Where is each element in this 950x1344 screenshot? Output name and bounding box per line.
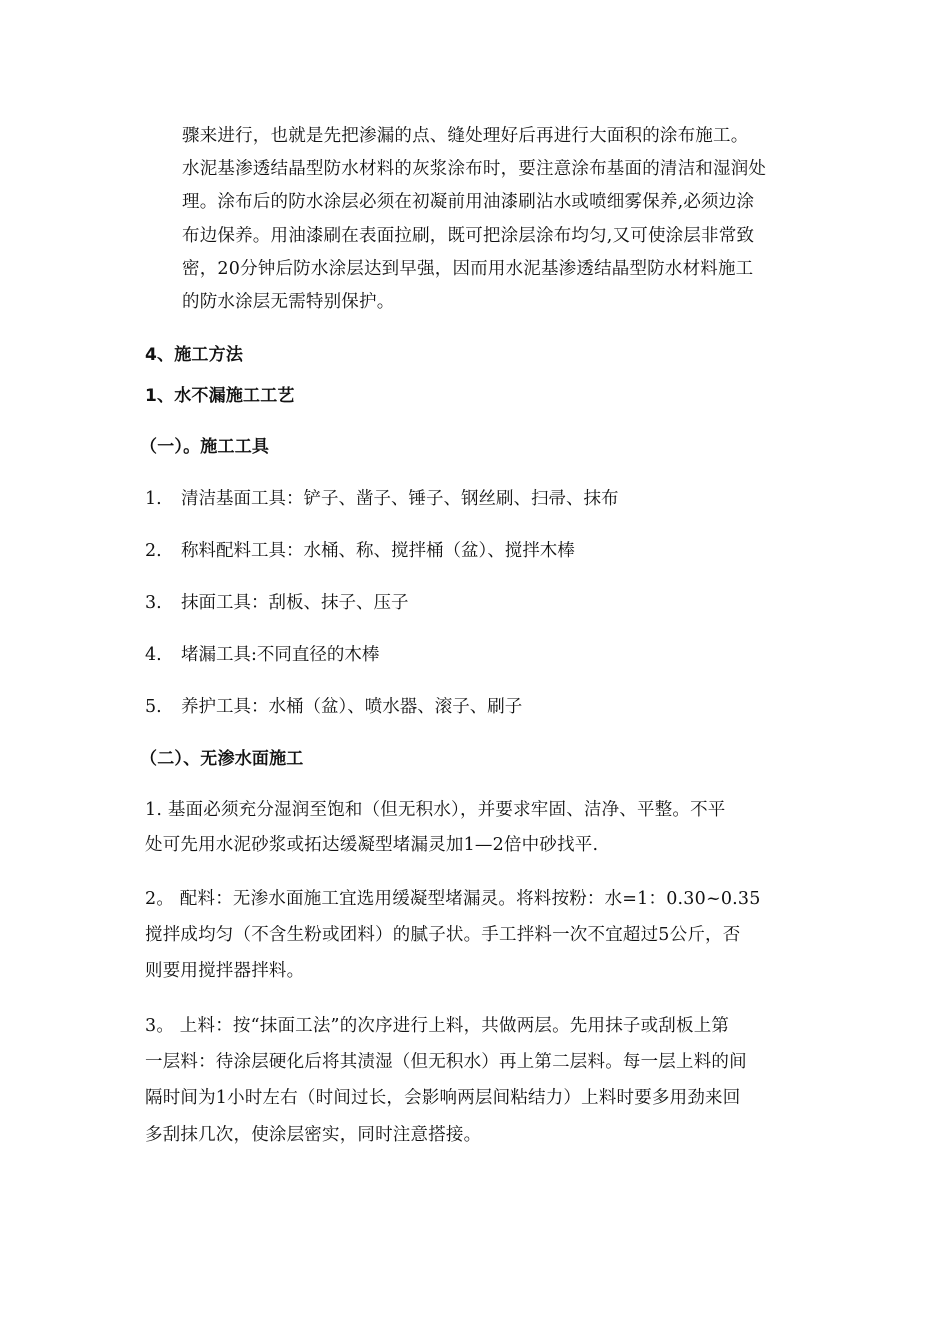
step-line: 隔时间为1小时左右（时间过长，会影响两层间粘结力）上料时要多用劲来回 xyxy=(145,1088,741,1108)
step-line: 1. 基面必须充分湿润至饱和（但无积水），并要求牢固、洁净、平整。不平 xyxy=(145,800,726,820)
step-line: 则要用搅拌器拌料。 xyxy=(145,961,305,981)
step-line: 3。 上料：按“抹面工法”的次序进行上料，共做两层。先用抹子或刮板上第 xyxy=(145,1016,730,1036)
intro-line: 骤来进行，也就是先把渗漏的点、缝处理好后再进行大面积的涂布施工。 xyxy=(182,126,749,146)
step-line: 一层料：待涂层硬化后将其渍湿（但无积水）再上第二层料。每一层上料的间 xyxy=(145,1052,747,1072)
list-item-text: 清洁基面工具：铲子、凿子、锤子、钢丝刷、扫帚、抹布 xyxy=(181,489,619,509)
intro-line: 密，20分钟后防水涂层达到早强，因而用水泥基渗透结晶型防水材料施工 xyxy=(182,259,754,279)
list-item-number: 4. xyxy=(145,645,162,665)
list-item-number: 1. xyxy=(145,489,162,509)
list-item-number: 2. xyxy=(145,541,162,561)
list-item-number: 5. xyxy=(145,697,162,717)
intro-line: 的防水涂层无需特别保护。 xyxy=(182,292,395,312)
intro-line: 理。涂布后的防水涂层必须在初凝前用油漆刷沾水或喷细雾保养,必须边涂 xyxy=(182,192,755,212)
list-item-text: 堵漏工具:不同直径的木棒 xyxy=(181,645,380,665)
list-item xyxy=(145,644,379,666)
list-item xyxy=(145,540,575,562)
list-item xyxy=(145,696,522,718)
subsection-heading-nonseep: （二）、无渗水面施工 xyxy=(140,749,304,769)
list-item-text: 称料配料工具：水桶、称、搅拌桶（盆）、搅拌木棒 xyxy=(181,541,575,561)
step-line: 多刮抹几次，使涂层密实，同时注意搭接。 xyxy=(145,1125,482,1145)
section-heading-process: 1、水不漏施工工艺 xyxy=(145,386,295,406)
list-item xyxy=(145,592,409,614)
step-line: 2。 配料：无渗水面施工宜选用缓凝型堵漏灵。将料按粉：水=1：0.30~0.35 xyxy=(145,889,761,909)
intro-line: 布边保养。用油漆刷在表面拉刷，既可把涂层涂布均匀,又可使涂层非常致 xyxy=(182,226,755,246)
subsection-heading-tools: （一）。施工工具 xyxy=(140,437,270,457)
step-line: 搅拌成均匀（不含生粉或团料）的腻子状。手工拌料一次不宜超过5公斤，否 xyxy=(145,925,741,945)
list-item-number: 3. xyxy=(145,593,162,613)
step-line: 处可先用水泥砂浆或拓达缓凝型堵漏灵加1—2倍中砂找平. xyxy=(145,835,599,855)
list-item-text: 养护工具：水桶（盆）、喷水器、滚子、刷子 xyxy=(181,697,523,717)
list-item-text: 抹面工具：刮板、抹子、压子 xyxy=(181,593,409,613)
section-heading-method: 4、施工方法 xyxy=(145,345,244,365)
intro-line: 水泥基渗透结晶型防水材料的灰浆涂布时，要注意涂布基面的清洁和湿润处 xyxy=(182,159,767,179)
list-item xyxy=(145,488,619,510)
